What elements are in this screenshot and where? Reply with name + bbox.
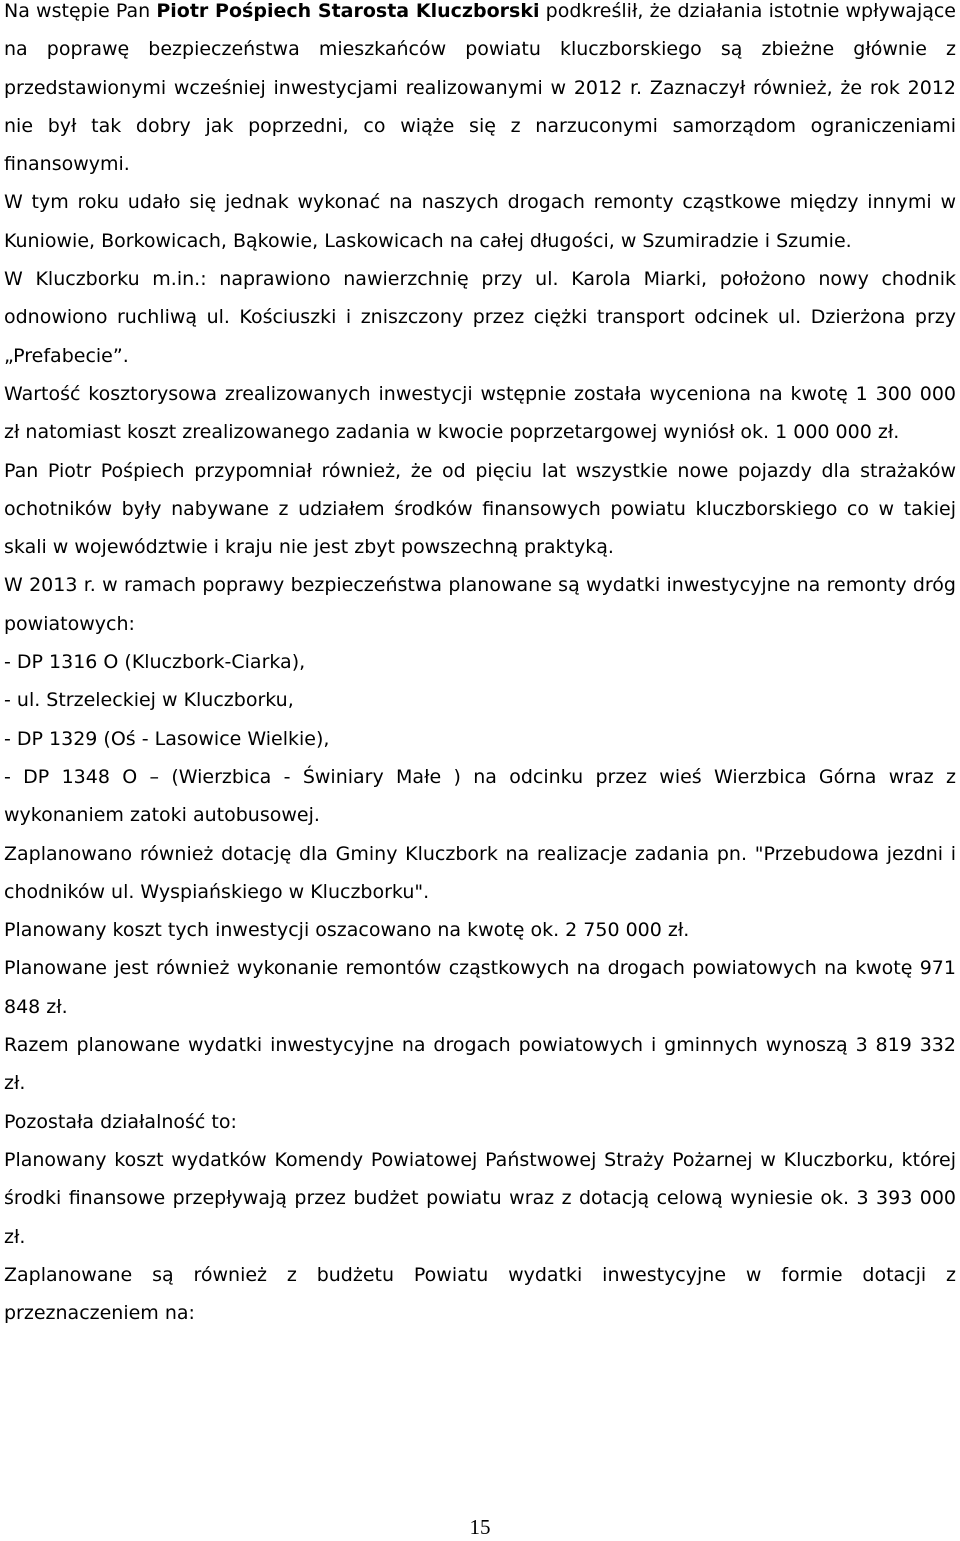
paragraph: Zaplanowane są również z budżetu Powiatu wydatki inwestycyjne w formie dotacji z przeznaczeniem na: — [4, 1263, 956, 1325]
paragraph: Wartość kosztorysowa zrealizowanych inwestycji wstępnie została wyceniona na kwotę 1 300 000 zł natomiast koszt zrealizowanego zadania w kwocie poprzetargowej wyniósł ok. 1 000 000 zł. — [4, 382, 956, 444]
document-body — [4, 0, 956, 1332]
list-item: - DP 1329 (Oś - Lasowice Wielkie), — [4, 727, 330, 750]
paragraph: Planowany koszt tych inwestycji oszacowano na kwotę ok. 2 750 000 zł. — [4, 919, 690, 942]
list-item: - DP 1348 O – (Wierzbica - Świniary Małe ) na odcinku przez wieś Wierzbica Górna wraz z wykonaniem zatoki autobusowej. — [4, 765, 956, 827]
paragraph: Pan Piotr Pośpiech przypomniał również, że od pięciu lat wszystkie nowe pojazdy dla strażaków ochotników były nabywane z udziałem środków finansowych powiatu kluczborskiego co w takiej skali w województwie i kraju nie jest zbyt powszechną praktyką. — [4, 459, 956, 559]
paragraph: W 2013 r. w ramach poprawy bezpieczeństwa planowane są wydatki inwestycyjne na remonty dróg powiatowych: — [4, 574, 956, 635]
starosta-name: Piotr Pośpiech Starosta Kluczborski — [156, 0, 540, 22]
paragraph-text: podkreślił, że działania istotnie wpływające na poprawę bezpieczeństwa mieszkańców powiatu kluczborskiego są zbieżne głównie z przedstawionymi wcześniej inwestycjami realizowanymi w 2012 r. Zaznaczył również, że rok 2012 nie był tak dobry jak poprzedni, co wiąże się z narzuconymi samorządom ograniczeniami finansowymi. — [4, 0, 956, 176]
page-number: 15 — [469, 1515, 491, 1539]
paragraph: Pozostała działalność to: — [4, 1110, 237, 1133]
paragraph — [4, 0, 956, 183]
list-item: - ul. Strzeleckiej w Kluczborku, — [4, 689, 294, 712]
paragraph: W tym roku udało się jednak wykonać na naszych drogach remonty cząstkowe między innymi w Kuniowie, Borkowicach, Bąkowie, Laskowicach na całej długości, w Szumiradzie i Szumie. — [4, 191, 956, 252]
paragraph: Planowany koszt wydatków Komendy Powiatowej Państwowej Straży Pożarnej w Kluczborku, której środki finansowe przepływają przez budżet powiatu wraz z dotacją celową wyniesie ok. 3 393 000 zł. — [4, 1148, 956, 1248]
paragraph: W Kluczborku m.in.: naprawiono nawierzchnię przy ul. Karola Miarki, położono nowy chodnik odnowiono ruchliwą ul. Kościuszki i zniszczony przez ciężki transport odcinek ul. Dzierżona przy „Prefabecie”. — [4, 268, 956, 367]
paragraph: Planowane jest również wykonanie remontów cząstkowych na drogach powiatowych na kwotę 971 848 zł. — [4, 957, 956, 1018]
paragraph: Razem planowane wydatki inwestycyjne na drogach powiatowych i gminnych wynoszą 3 819 332 zł. — [4, 1034, 956, 1095]
paragraph-intro: Na wstępie Pan — [4, 0, 157, 22]
list-item: - DP 1316 O (Kluczbork-Ciarka), — [4, 651, 306, 674]
paragraph: Zaplanowano również dotację dla Gminy Kluczbork na realizacje zadania pn. "Przebudowa jezdni i chodników ul. Wyspiańskiego w Kluczborku". — [4, 842, 956, 903]
